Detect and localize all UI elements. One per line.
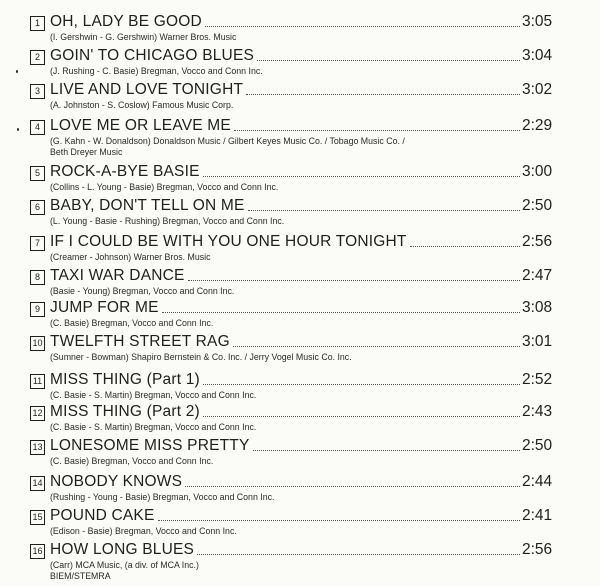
track-duration: 2:43 (522, 403, 553, 420)
track-title: HOW LONG BLUES (50, 541, 195, 558)
track-credits (50, 456, 530, 467)
credit-line: (Rushing - Young - Basie) Bregman, Vocco and Conn Inc. (50, 492, 275, 502)
track-duration: 2:47 (522, 267, 553, 284)
track-credits (50, 182, 530, 193)
dot-leader (234, 130, 520, 131)
track-title: TWELFTH STREET RAG (50, 333, 230, 350)
track-duration: 3:04 (522, 47, 553, 64)
track-title: LONESOME MISS PRETTY (50, 437, 250, 454)
track-number: 11 (30, 374, 45, 389)
credit-line: (Basie - Young) Bregman, Vocco and Conn Inc. (50, 286, 235, 296)
track-duration: 3:02 (522, 81, 553, 98)
track-credits (50, 136, 530, 158)
track-duration: 2:41 (522, 507, 553, 524)
track-credits (50, 252, 530, 263)
track-number: 13 (30, 440, 45, 455)
credit-line: (L. Young - Basie - Rushing) Bregman, Vocco and Conn Inc. (50, 216, 285, 226)
track-duration: 2:56 (522, 541, 553, 558)
credit-line: (A. Johnston - S. Coslow) Famous Music Corp. (50, 100, 234, 110)
credit-line: (G. Kahn - W. Donaldson) Donaldson Music / Gilbert Keyes Music Co. / Tobago Music Co. / (50, 136, 405, 146)
dot-leader (188, 280, 520, 281)
track-title: ROCK-A-BYE BASIE (50, 163, 200, 180)
credit-line: (Creamer - Johnson) Warner Bros. Music (50, 252, 211, 262)
dot-leader (203, 176, 520, 177)
track-number: 6 (30, 200, 45, 215)
track-title: NOBODY KNOWS (50, 473, 183, 490)
track-number: 16 (30, 544, 45, 559)
track-number: 2 (30, 50, 45, 65)
track-number: 7 (30, 236, 45, 251)
track-duration: 3:08 (522, 299, 553, 316)
track-credits (50, 216, 530, 227)
track-number: 8 (30, 270, 45, 285)
dot-leader (246, 94, 520, 95)
dot-leader (203, 416, 520, 417)
credit-line: Beth Dreyer Music (50, 147, 123, 157)
track-credits (50, 318, 530, 329)
track-credits (50, 100, 530, 111)
dot-leader (185, 486, 520, 487)
track-number: 5 (30, 166, 45, 181)
track-duration: 3:05 (522, 13, 553, 30)
track-credits (50, 422, 530, 433)
track-duration: 3:00 (522, 163, 553, 180)
track-credits (50, 560, 530, 582)
credit-line: (Carr) MCA Music, (a div. of MCA Inc.) (50, 560, 199, 570)
track-number: 3 (30, 84, 45, 99)
track-title: POUND CAKE (50, 507, 155, 524)
track-title: IF I COULD BE WITH YOU ONE HOUR TONIGHT (50, 233, 407, 250)
track-title: MISS THING (Part 2) (50, 403, 200, 420)
credit-line: BIEM/STEMRA (50, 571, 111, 581)
track-title: BABY, DON'T TELL ON ME (50, 197, 245, 214)
track-number: 14 (30, 476, 45, 491)
track-duration: 3:01 (522, 333, 553, 350)
track-duration: 2:29 (522, 117, 553, 134)
dot-leader (233, 346, 520, 347)
credit-line: (C. Basie - S. Martin) Bregman, Vocco and Conn Inc. (50, 422, 257, 432)
track-title: TAXI WAR DANCE (50, 267, 185, 284)
track-credits (50, 32, 530, 43)
credit-line: (J. Rushing - C. Basie) Bregman, Vocco and Conn Inc. (50, 66, 263, 76)
track-duration: 2:56 (522, 233, 553, 250)
track-credits (50, 286, 530, 297)
track-number: 10 (30, 336, 45, 351)
track-duration: 2:50 (522, 197, 553, 214)
print-speck (16, 70, 18, 73)
track-number: 1 (30, 16, 45, 31)
track-credits (50, 390, 530, 401)
track-duration: 2:44 (522, 473, 553, 490)
track-title: OH, LADY BE GOOD (50, 13, 202, 30)
track-number: 4 (30, 120, 45, 135)
dot-leader (253, 450, 520, 451)
credit-line: (C. Basie) Bregman, Vocco and Conn Inc. (50, 456, 214, 466)
track-title: JUMP FOR ME (50, 299, 159, 316)
track-credits (50, 352, 530, 363)
dot-leader (410, 246, 520, 247)
credit-line: (Edison - Basie) Bregman, Vocco and Conn Inc. (50, 526, 237, 536)
track-credits (50, 526, 530, 537)
dot-leader (197, 554, 520, 555)
track-title: LOVE ME OR LEAVE ME (50, 117, 231, 134)
track-duration: 2:52 (522, 371, 553, 388)
track-credits (50, 492, 530, 503)
track-title: GOIN' TO CHICAGO BLUES (50, 47, 255, 64)
track-number: 9 (30, 302, 45, 317)
dot-leader (205, 26, 520, 27)
credit-line: (I. Gershwin - G. Gershwin) Warner Bros. Music (50, 32, 237, 42)
credit-line: (Collins - L. Young - Basie) Bregman, Vocco and Conn Inc. (50, 182, 279, 192)
dot-leader (162, 312, 520, 313)
credit-line: (Sumner - Bowman) Shapiro Bernstein & Co. Inc. / Jerry Vogel Music Co. Inc. (50, 352, 352, 362)
dot-leader (248, 210, 520, 211)
track-duration: 2:50 (522, 437, 553, 454)
track-title: MISS THING (Part 1) (50, 371, 200, 388)
dot-leader (158, 520, 520, 521)
credit-line: (C. Basie - S. Martin) Bregman, Vocco and Conn Inc. (50, 390, 257, 400)
track-credits (50, 66, 530, 77)
track-number: 12 (30, 406, 45, 421)
print-speck (17, 128, 19, 131)
track-title: LIVE AND LOVE TONIGHT (50, 81, 244, 98)
track-number: 15 (30, 510, 45, 525)
dot-leader (203, 384, 520, 385)
credit-line: (C. Basie) Bregman, Vocco and Conn Inc. (50, 318, 214, 328)
dot-leader (257, 60, 520, 61)
